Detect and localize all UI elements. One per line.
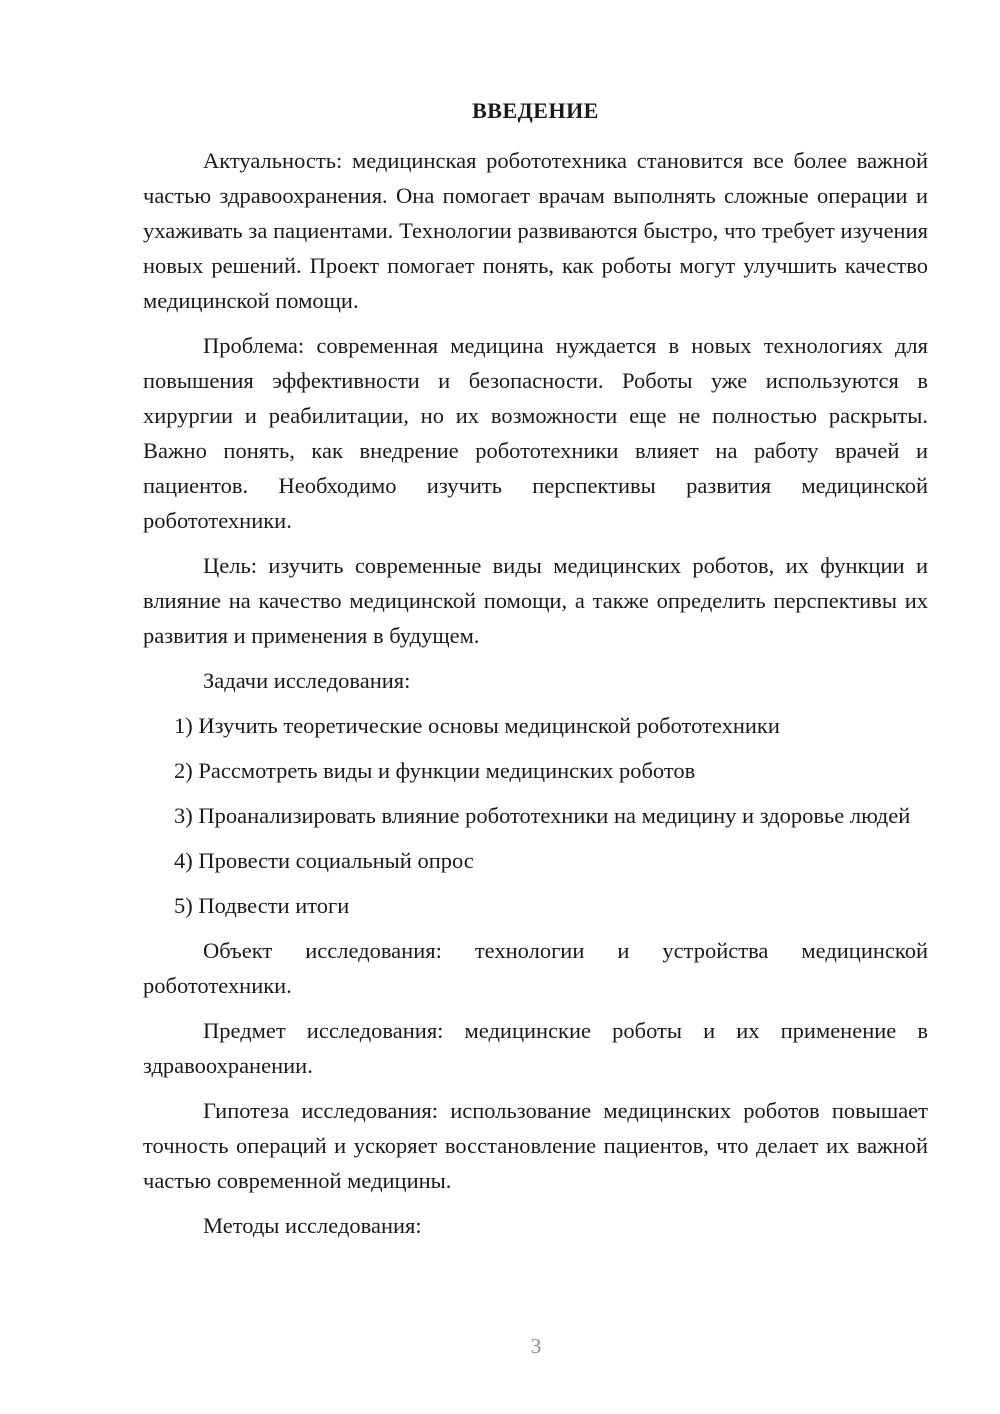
document-body [143, 143, 928, 1253]
paragraph-subject: Предмет исследования: медицинские роботы и их применение в здравоохранении. [143, 1018, 928, 1078]
paragraph-hypothesis: Гипотеза исследования: использование медицинских роботов повышает точность операций и ускоряет восстановление пациентов, что делает их важной частью современной медицины. [143, 1098, 928, 1193]
paragraph-object: Объект исследования: технологии и устройства медицинской робототехники. [143, 938, 928, 998]
paragraph-problem: Проблема: современная медицина нуждается в новых технологиях для повышения эффективности и безопасности. Роботы уже используются в хирургии и реабилитации, но их возможности еще не полностью раскрыты. Важно понять, как внедрение робототехники влияет на работу врачей и пациентов. Необходимо изучить перспективы развития медицинской робототехники. [143, 333, 928, 533]
list-item-task-2: 2) Рассмотреть виды и функции медицинских роботов [174, 758, 696, 783]
paragraph-tasks-intro: Задачи исследования: [203, 668, 411, 693]
paragraph-relevance: Актуальность: медицинская робототехника становится все более важной частью здравоохранения. Она помогает врачам выполнять сложные операции и ухаживать за пациентами. Технологии развиваются быстро, что требует изучения новых решений. Проект помогает понять, как роботы могут улучшить качество медицинской помощи. [143, 148, 928, 313]
list-item-task-4: 4) Провести социальный опрос [174, 848, 474, 873]
paragraph-methods-intro: Методы исследования: [203, 1213, 422, 1238]
list-item-task-1: 1) Изучить теоретические основы медицинской робототехники [174, 713, 780, 738]
list-item-task-5: 5) Подвести итоги [174, 893, 350, 918]
list-item-task-3: 3) Проанализировать влияние робототехники на медицину и здоровье людей [174, 803, 911, 828]
page-number: 3 [530, 1334, 542, 1358]
page-title: ВВЕДЕНИЕ [472, 98, 599, 123]
paragraph-goal: Цель: изучить современные виды медицинских роботов, их функции и влияние на качество медицинской помощи, а также определить перспективы их развития и применения в будущем. [143, 553, 928, 648]
